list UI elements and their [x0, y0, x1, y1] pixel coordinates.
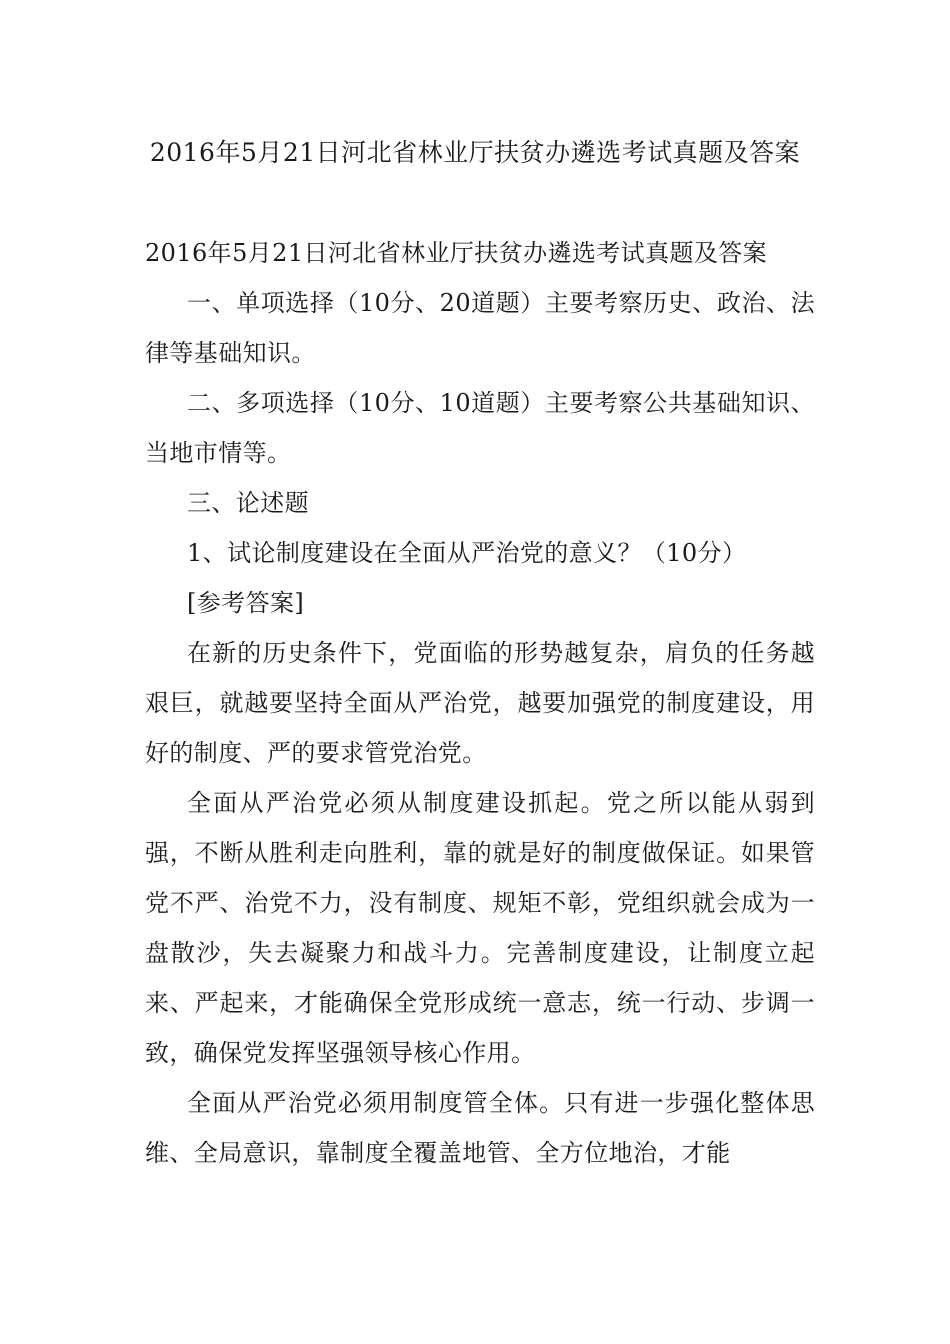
paragraph-single-choice: 一、单项选择（10分、20道题）主要考察历史、政治、法律等基础知识。 — [145, 289, 815, 367]
paragraph-question-1: 1、试论制度建设在全面从严治党的意义？（10分） — [187, 539, 747, 567]
paragraph-answer-2: 全面从严治党必须从制度建设抓起。党之所以能从弱到强，不断从胜利走向胜利，靠的就是好的制度做保证。如果管党不严、治党不力，没有制度、规矩不彰，党组织就会成为一盘散沙，失去凝聚力和战斗力。完善制度建设，让制度立起来、严起来，才能确保全党形成统一意志，统一行动、步调一致，确保党发挥坚强领导核心作用。 — [145, 789, 815, 1067]
document-title: 2016年5月21日河北省林业厅扶贫办遴选考试真题及答案 — [149, 138, 801, 167]
paragraph-answer-1: 在新的历史条件下，党面临的形势越复杂，肩负的任务越艰巨，就越要坚持全面从严治党，越要加强党的制度建设，用好的制度、严的要求管党治党。 — [145, 639, 815, 767]
paragraph-answer-3: 全面从严治党必须用制度管全体。只有进一步强化整体思维、全局意识，靠制度全覆盖地管、全方位地治，才能 — [145, 1089, 815, 1167]
document-body — [145, 228, 815, 1178]
paragraph-multiple-choice: 二、多项选择（10分、10道题）主要考察公共基础知识、当地市情等。 — [145, 389, 815, 467]
paragraph-reference-answer-label: [参考答案] — [187, 589, 305, 617]
paragraph-essay-heading: 三、论述题 — [187, 489, 309, 517]
paragraph-repeated-title: 2016年5月21日河北省林业厅扶贫办遴选考试真题及答案 — [145, 239, 768, 267]
